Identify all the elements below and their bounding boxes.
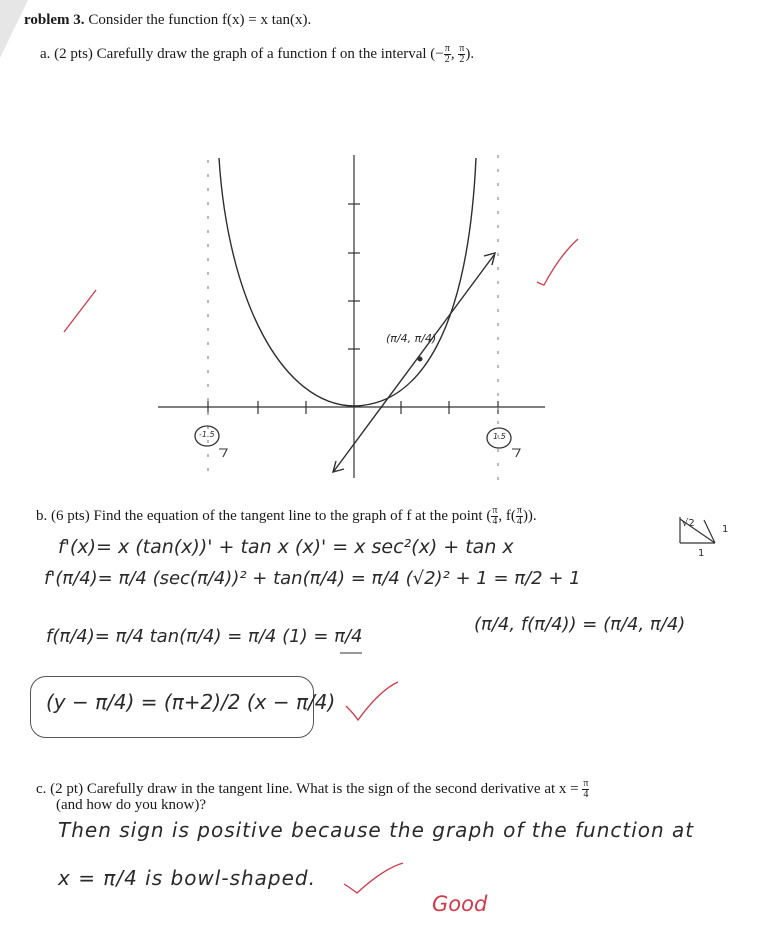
triangle-hypotenuse-label: √2 bbox=[682, 518, 695, 529]
part-b-prompt: b. (6 pts) Find the equation of the tangent line to the graph of f at the point ( $\frac{\pi}{4}$ , f( $\frac{\pi}{4}$ )). bbox=[36, 505, 537, 527]
answer-point: (π/4, f(π/4)) = (π/4, π/4) bbox=[474, 614, 686, 635]
problem-intro: Consider the function f(x) = x tan(x). bbox=[88, 12, 312, 28]
part-c-label: c. bbox=[36, 780, 47, 797]
part-b-text: (6 pts) Find the equation of the tangent line to the graph of f at the point ( bbox=[51, 507, 492, 524]
tangent-line bbox=[333, 253, 495, 472]
part-c-text: (2 pt) Carefully draw in the tangent line. What is the sign of the second derivative at x = bbox=[50, 780, 579, 797]
grader-comment: Good bbox=[432, 892, 488, 916]
part-a-frac-1: $\frac{\pi}{2}$ bbox=[444, 43, 450, 65]
part-a-frac-2: $\frac{\pi}{2}$ bbox=[459, 43, 465, 65]
triangle-base-label: 1 bbox=[698, 548, 705, 559]
part-c-prompt-line2: (and how do you know)? bbox=[56, 797, 206, 813]
part-a-label: a. bbox=[40, 45, 51, 62]
answer-derivative: f'(x)= x (tan(x))' + tan x (x)' = x sec²(x) + tan x bbox=[58, 536, 514, 558]
curve-f bbox=[219, 158, 476, 406]
tangent-point-dot bbox=[418, 357, 423, 362]
graph-tick-label-right: 1.5 bbox=[493, 432, 506, 441]
answer-tangent-equation: (y − π/4) = (π+2)/2 (x − π/4) bbox=[46, 690, 336, 714]
triangle-side-label: 1 bbox=[722, 524, 729, 535]
part-a-prompt: a. (2 pts) Carefully draw the graph of a function f on the interval (− $\frac{\pi}{2}$ , $\frac{\pi}{2}$ ). bbox=[40, 43, 475, 65]
answer-derivative-at-point: f'(π/4)= π/4 (sec(π/4))² + tan(π/4) = π/4 (√2)² + 1 = π/2 + 1 bbox=[44, 568, 581, 589]
check-mark-graph bbox=[537, 239, 578, 285]
part-c-prompt-line1: c. (2 pt) Carefully draw in the tangent line. What is the sign of the second derivative at x = $\frac{\pi}{4}$ bbox=[36, 778, 589, 800]
answer-part-c-line2: x = π/4 is bowl-shaped. bbox=[58, 866, 316, 890]
problem-title: roblem 3. bbox=[24, 12, 85, 28]
graph-tick-label-left: -1.5 bbox=[199, 430, 215, 439]
check-mark-part-b bbox=[346, 682, 398, 720]
answer-function-value: f(π/4)= π/4 tan(π/4) = π/4 (1) = π/4 bbox=[46, 626, 363, 647]
check-mark-part-c bbox=[344, 863, 403, 893]
answer-part-c-line1: Then sign is positive because the graph of the function at bbox=[58, 818, 695, 842]
graph-point-label: (π/4, π/4) bbox=[386, 332, 437, 345]
part-b-label: b. bbox=[36, 507, 48, 524]
slash-mark-left bbox=[64, 290, 96, 332]
part-a-text: (2 pts) Carefully draw the graph of a function f on the interval (− bbox=[54, 45, 444, 62]
